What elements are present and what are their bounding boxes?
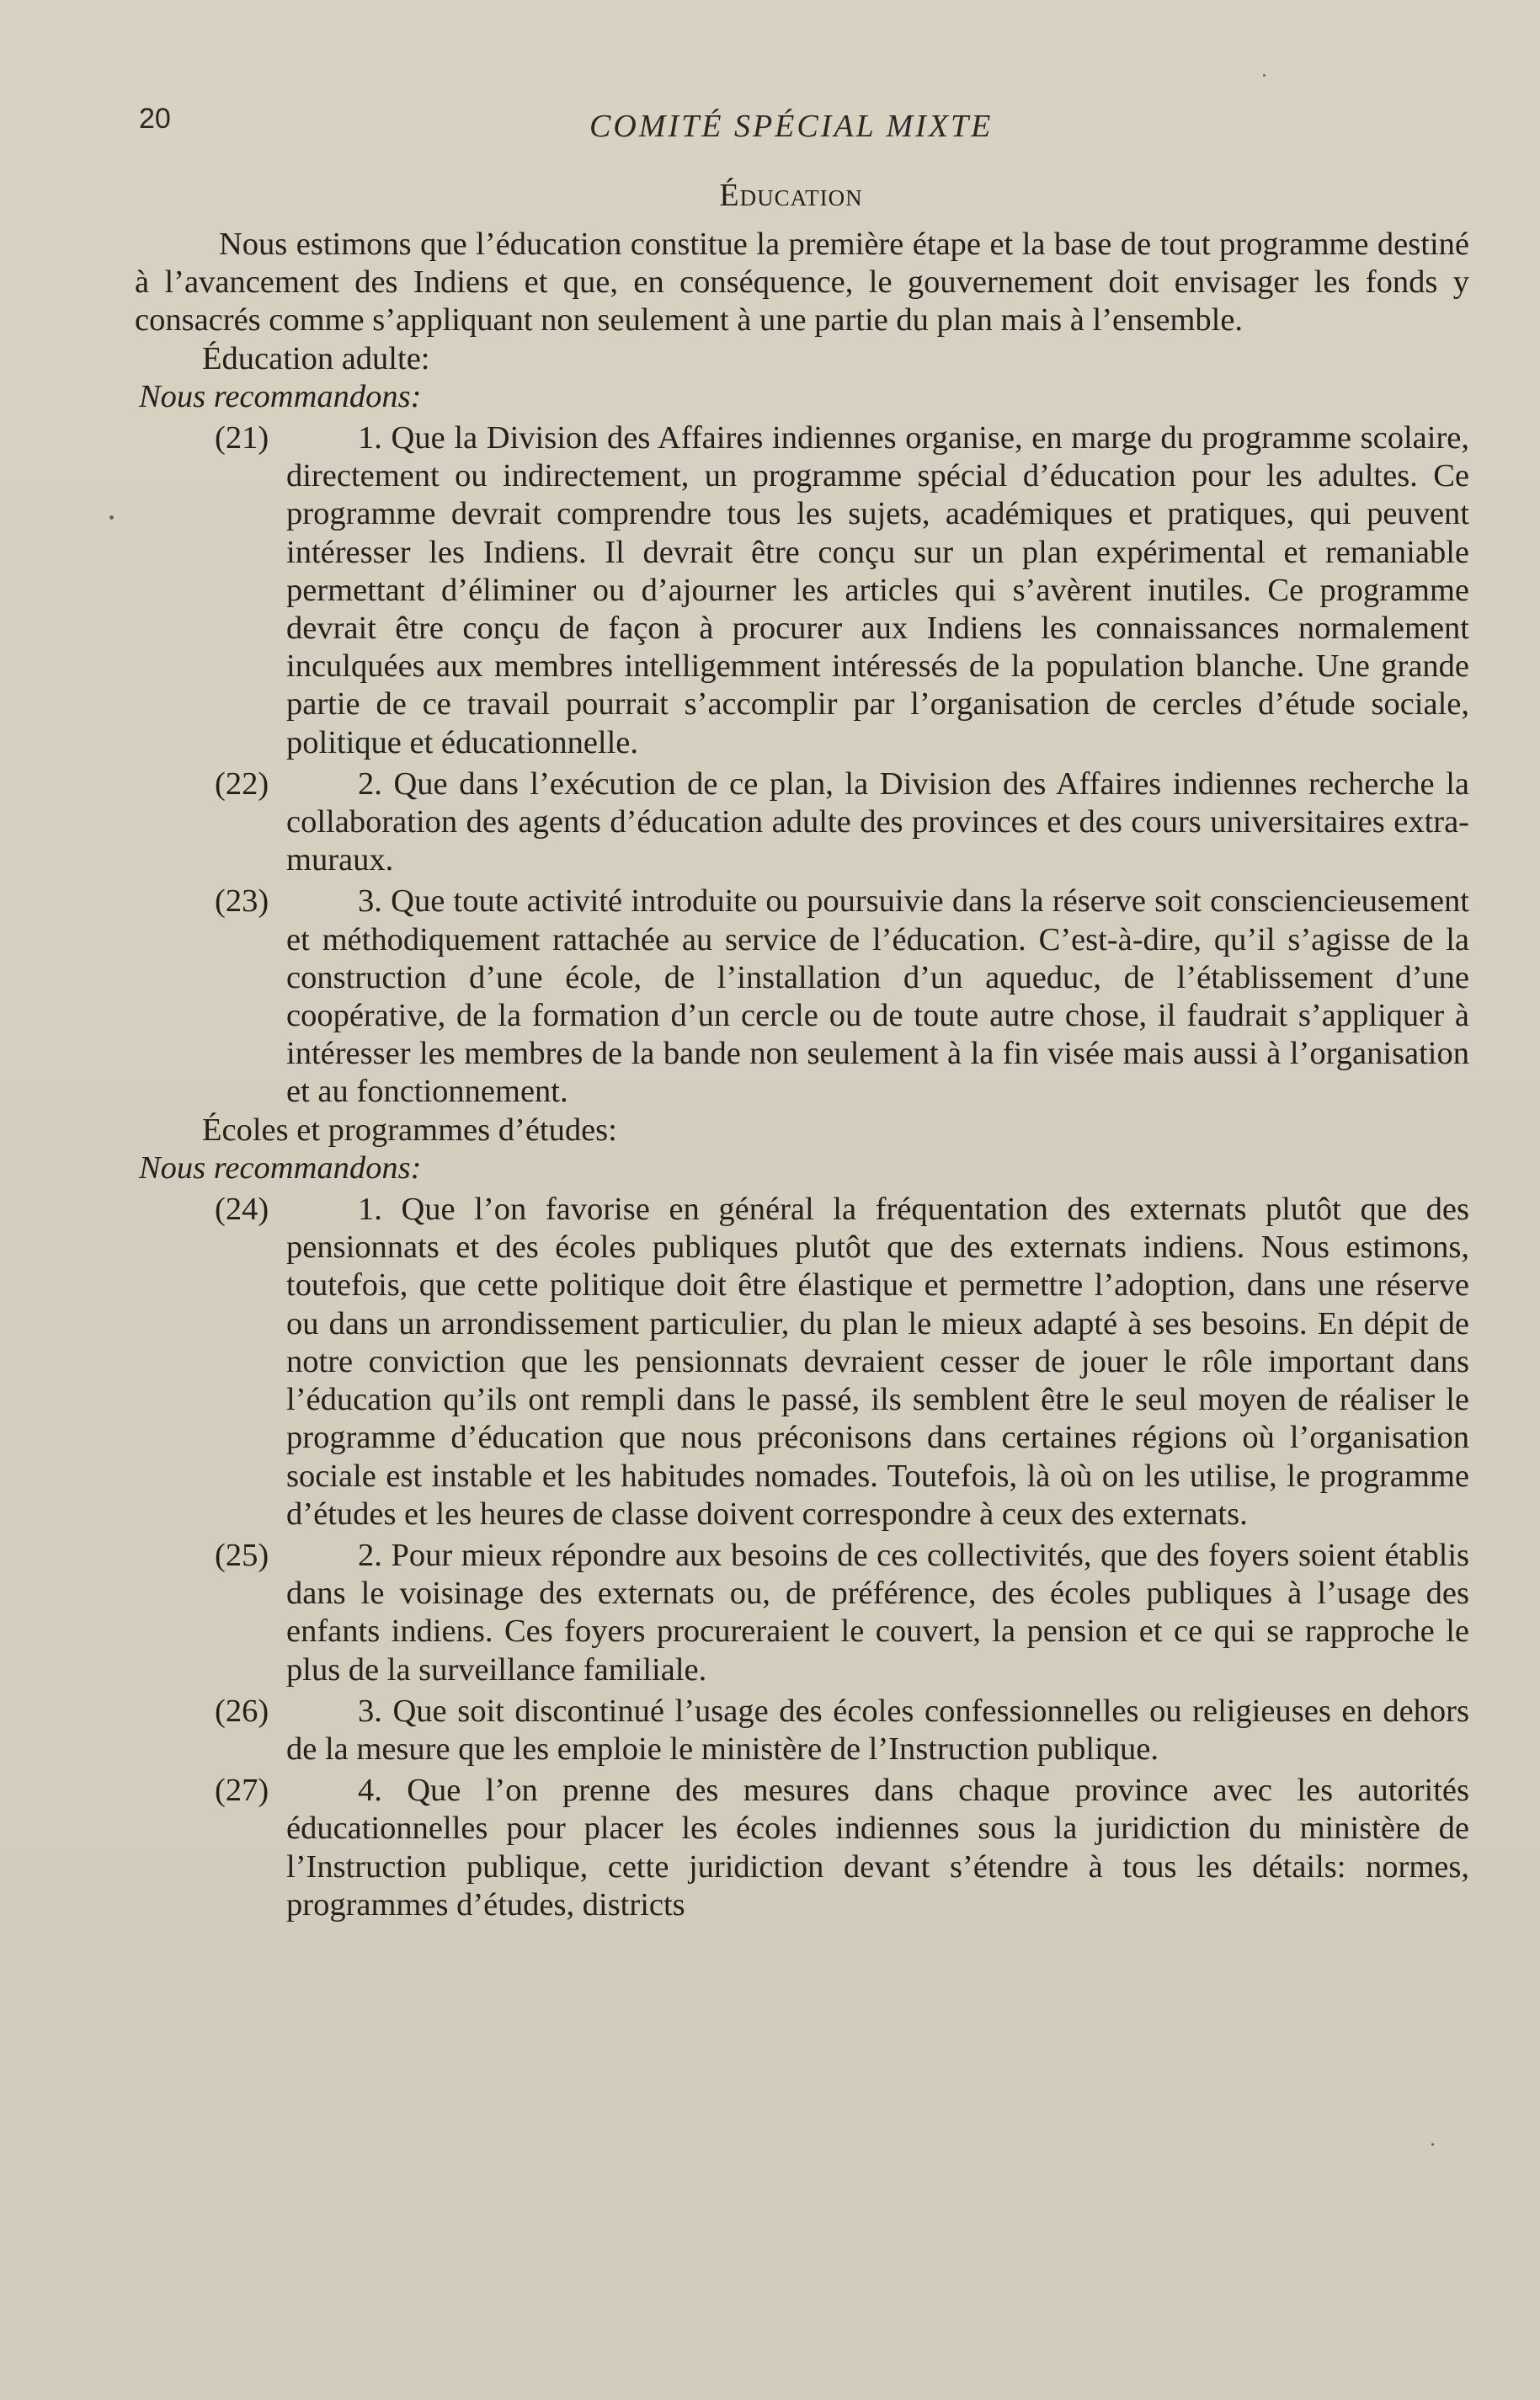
recommend-label: Nous recommandons: — [139, 378, 422, 414]
paper-speck — [109, 515, 114, 520]
recommendation-item — [135, 419, 1469, 762]
recommendation-item — [135, 883, 1469, 1111]
running-head: COMITÉ SPÉCIAL MIXTE — [589, 109, 994, 144]
intro-paragraph: Nous estimons que l’éducation constitue la première étape et la base de tout programme destiné à l’avancement des Indiens et que, en conséquence, le gouvernement doit envisager les fonds y consacrés comme s’appliquant non seulement à une partie du plan mais à l’ensemble. — [135, 227, 1469, 339]
recommendation-number: (26) — [215, 1693, 269, 1729]
body-text — [135, 226, 1469, 1924]
recommendation-text: 2. Que dans l’exécution de ce plan, la Division des Affaires indiennes recherche la collaboration des agents d’éducation adulte des provinces et des cours universitaires extra-muraux. — [286, 765, 1469, 878]
recommend-label: Nous recommandons: — [139, 1149, 422, 1186]
recommendation-text: 3. Que toute activité introduite ou poursuivie dans la réserve soit consciencieusement et méthodiquement rattachée au service de l’éducation. C’est-à-dire, qu’il s’agisse de la construction d’une école, de l’installation d’un aqueduc, de l’établissement d’une coopérative, de la formation d’un cercle ou de toute autre chose, il faudrait s’appliquer à intéresser les membres de la bande non seulement à la fin visée mais aussi à l’organisation et au fonctionnement. — [286, 883, 1469, 1110]
paper-speck — [1263, 74, 1266, 77]
recommendation-number: (25) — [215, 1537, 269, 1573]
recommendation-item — [135, 1191, 1469, 1533]
recommendation-item — [135, 1693, 1469, 1768]
recommendation-text: 4. Que l’on prenne des mesures dans chaque province avec les autorités éducationnelles pour placer les écoles indiennes sous la juridiction du ministère de l’Instruction publique, cette juridiction devant s’étendre à tous les détails: normes, programmes d’études, districts — [286, 1773, 1469, 1923]
schools-subheading: Écoles et programmes d’études: — [202, 1112, 617, 1148]
paper-speck — [1431, 2143, 1434, 2146]
page-number: 20 — [139, 103, 171, 135]
recommendation-text: 2. Pour mieux répondre aux besoins de ces collectivités, que des foyers soient établis dans le voisinage des externats ou, de préférence, des écoles publiques à l’usage des enfants indiens. Ces foyers procureraient le couvert, la pension et ce qui se rapproche le plus de la surveillance familiale. — [286, 1537, 1469, 1688]
page-header — [0, 103, 1540, 153]
recommendation-number: (21) — [215, 420, 269, 456]
recommendation-text: 3. Que soit discontinué l’usage des écoles confessionnelles ou religieuses en dehors de la mesure que les emploie le ministère de l’Instruction publique. — [286, 1693, 1469, 1767]
adult-education-subheading: Éducation adulte: — [202, 340, 430, 376]
recommendation-number: (24) — [215, 1192, 269, 1228]
recommendation-number: (22) — [215, 765, 269, 802]
recommendation-item — [135, 1772, 1469, 1924]
recommendation-number: (27) — [215, 1773, 269, 1809]
recommendation-text: 1. Que la Division des Affaires indiennes organise, en marge du programme scolaire, directement ou indirectement, un programme spécial d’éducation pour les adultes. Ce programme devrait comprendre tous les sujets, académiques et pratiques, qui peuvent intéresser les Indiens. Il devrait être conçu sur un plan expérimental et remaniable permettant d’éliminer ou d’ajourner les articles qui s’avèrent inutiles. Ce programme devrait être conçu de façon à procurer aux Indiens les connaissances normalement inculquées aux membres intelligemment intéressés de la population blanche. Une grande partie de ce travail pourrait s’accomplir par l’organisation de cercles d’étude sociale, politique et éducationnelle. — [286, 420, 1469, 760]
recommendation-number: (23) — [215, 883, 269, 920]
recommendation-item — [135, 765, 1469, 880]
section-title: Éducation — [719, 178, 863, 213]
recommendation-item — [135, 1537, 1469, 1689]
recommendation-text: 1. Que l’on favorise en général la fréquentation des externats plutôt que des pensionnats et des écoles publiques plutôt que des externats indiens. Nous estimons, toutefois, que cette politique doit être élastique et permettre l’adoption, dans une réserve ou dans un arrondissement particulier, du plan le mieux adapté à ses besoins. En dépit de notre conviction que les pensionnats devraient cesser de jouer le rôle important dans l’éducation qu’ils ont rempli dans le passé, ils semblent être le seul moyen de réaliser le programme d’éducation que nous préconisons dans certaines régions où l’organisation sociale est instable et les habitudes nomades. Toutefois, là où on les utilise, le programme d’études et les heures de classe doivent correspondre à ceux des externats. — [286, 1192, 1469, 1532]
